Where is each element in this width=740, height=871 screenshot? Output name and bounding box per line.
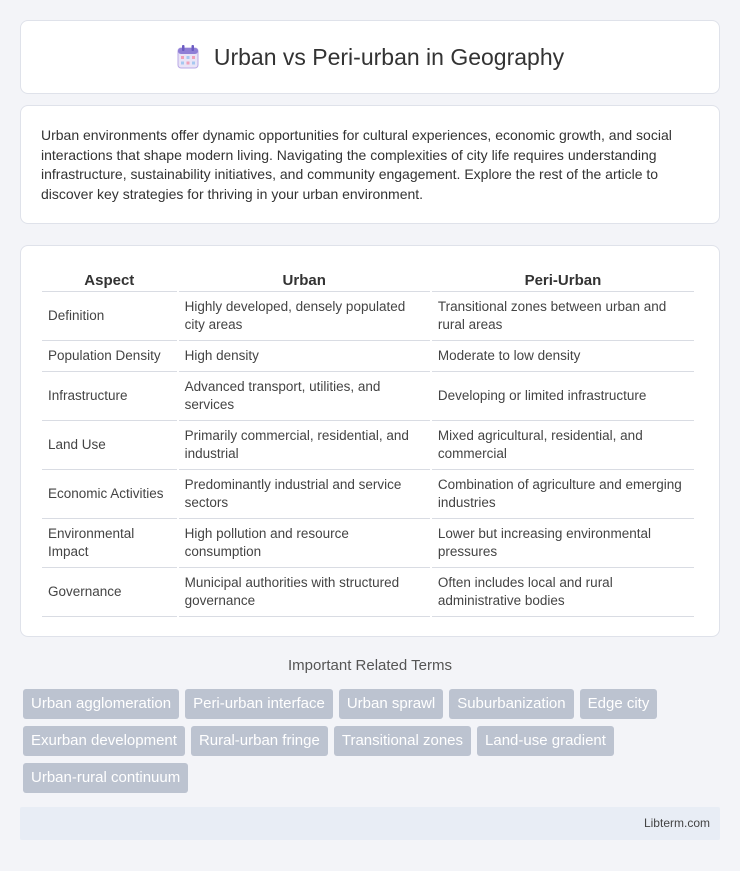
table-row xyxy=(42,421,694,470)
calendar-icon xyxy=(176,44,200,70)
related-terms-list xyxy=(23,689,723,793)
intro-card xyxy=(20,105,720,224)
related-term-tag[interactable]: Transitional zones xyxy=(334,726,471,756)
cell-peri-urban: Mixed agricultural, residential, and commercial xyxy=(432,421,694,470)
related-term-tag[interactable]: Edge city xyxy=(580,689,658,719)
cell-aspect: Economic Activities xyxy=(42,470,177,519)
cell-peri-urban: Moderate to low density xyxy=(432,341,694,372)
cell-aspect: Land Use xyxy=(42,421,177,470)
related-terms-title: Important Related Terms xyxy=(288,657,452,674)
cell-peri-urban: Developing or limited infrastructure xyxy=(432,372,694,421)
table-row xyxy=(42,292,694,341)
table-row xyxy=(42,372,694,421)
footer xyxy=(20,807,720,840)
cell-urban: High pollution and resource consumption xyxy=(179,519,430,568)
cell-aspect: Definition xyxy=(42,292,177,341)
cell-peri-urban: Combination of agriculture and emerging industries xyxy=(432,470,694,519)
intro-text: Urban environments offer dynamic opportunities for cultural experiences, economic growth, and social interactions that shape modern living. Navigating the complexities of city life requires understanding infrastructure, sustainability initiatives, and community engagement. Explore the rest of the article to discover key strategies for thriving in your urban environment. xyxy=(41,127,672,202)
cell-peri-urban: Lower but increasing environmental pressures xyxy=(432,519,694,568)
cell-peri-urban: Often includes local and rural administrative bodies xyxy=(432,568,694,617)
header-urban: Urban xyxy=(179,266,430,292)
cell-aspect: Governance xyxy=(42,568,177,617)
related-term-tag[interactable]: Rural-urban fringe xyxy=(191,726,328,756)
related-term-tag[interactable]: Land-use gradient xyxy=(477,726,614,756)
table-header-row xyxy=(42,266,694,292)
header-aspect: Aspect xyxy=(42,266,177,292)
table-row xyxy=(42,341,694,372)
cell-urban: Predominantly industrial and service sectors xyxy=(179,470,430,519)
related-term-tag[interactable]: Exurban development xyxy=(23,726,185,756)
cell-urban: High density xyxy=(179,341,430,372)
table-row xyxy=(42,519,694,568)
related-term-tag[interactable]: Peri-urban interface xyxy=(185,689,333,719)
cell-urban: Advanced transport, utilities, and services xyxy=(179,372,430,421)
cell-peri-urban: Transitional zones between urban and rural areas xyxy=(432,292,694,341)
comparison-table xyxy=(40,266,696,617)
page-title: Urban vs Peri-urban in Geography xyxy=(213,43,565,70)
title-card xyxy=(20,20,720,94)
cell-urban: Primarily commercial, residential, and industrial xyxy=(179,421,430,470)
cell-aspect: Infrastructure xyxy=(42,372,177,421)
cell-urban: Municipal authorities with structured governance xyxy=(179,568,430,617)
comparison-card xyxy=(20,245,720,637)
footer-site-link[interactable]: Libterm.com xyxy=(643,816,710,830)
related-term-tag[interactable]: Urban sprawl xyxy=(339,689,443,719)
related-term-tag[interactable]: Urban-rural continuum xyxy=(23,763,188,793)
header-peri-urban: Peri-Urban xyxy=(432,266,694,292)
cell-aspect: Population Density xyxy=(42,341,177,372)
cell-urban: Highly developed, densely populated city areas xyxy=(179,292,430,341)
table-row xyxy=(42,470,694,519)
related-term-tag[interactable]: Suburbanization xyxy=(449,689,573,719)
cell-aspect: Environmental Impact xyxy=(42,519,177,568)
table-row xyxy=(42,568,694,617)
related-term-tag[interactable]: Urban agglomeration xyxy=(23,689,179,719)
